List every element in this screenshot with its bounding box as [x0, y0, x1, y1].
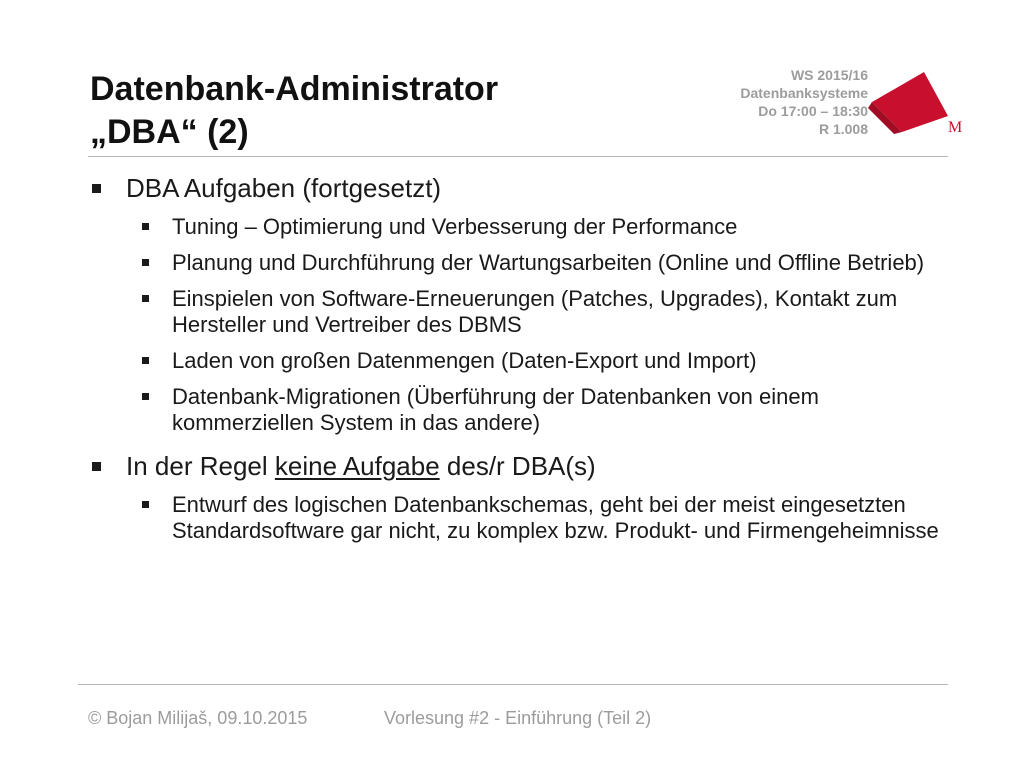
bullet-text: Tuning – Optimierung und Verbesserung der Performance [172, 214, 738, 239]
bullet-level2-item [86, 286, 946, 338]
bullet-level2-item [86, 348, 946, 374]
course-time: Do 17:00 – 18:30 [758, 103, 868, 119]
university-logo [862, 72, 966, 138]
bullet-text: Planung und Durchführung der Wartungsarbeiten (Online und Offline Betrieb) [172, 250, 925, 275]
slide-title [90, 68, 498, 154]
header-divider [88, 156, 948, 157]
bullet-level2-item [86, 384, 946, 436]
bullet-text: Einspielen von Software-Erneuerungen (Patches, Upgrades), Kontakt zum Hersteller und Vertreiber des DBMS [172, 286, 898, 337]
logo-letter: M [948, 119, 963, 136]
title-line-1: Datenbank-Administrator [90, 70, 499, 108]
square-bullet-icon [142, 259, 149, 266]
slide-content [86, 172, 946, 544]
title-line-2: „DBA“ (2) [90, 113, 249, 151]
bullet-text: Entwurf des logischen Datenbankschemas, geht bei der meist eingesetzten Standardsoftware gar nicht, zu komplex bzw. Produkt- und Firmengeheimnisse [172, 492, 939, 543]
square-bullet-icon [142, 357, 149, 364]
bullet-text-prefix: In der Regel [126, 451, 275, 481]
bullet-level2-item [86, 250, 946, 276]
bullet-level1-not-dba-tasks [86, 450, 946, 482]
bullet-text: Datenbank-Migrationen (Überführung der Datenbanken von einem kommerziellen System in das andere) [172, 384, 819, 435]
square-bullet-icon [92, 184, 101, 193]
bullet-text: DBA Aufgaben (fortgesetzt) [126, 173, 442, 203]
bullet-level2-item [86, 214, 946, 240]
bullet-level1-dba-tasks [86, 172, 946, 204]
course-semester: WS 2015/16 [790, 67, 868, 83]
course-room: R 1.008 [818, 121, 868, 137]
square-bullet-icon [142, 295, 149, 302]
course-info [740, 66, 868, 138]
square-bullet-icon [142, 223, 149, 230]
footer-author: © Bojan Milijaš, 09.10.2015 [88, 708, 308, 728]
bullet-level2-item [86, 492, 946, 544]
footer-divider [78, 684, 948, 685]
bullet-text: Laden von großen Datenmengen (Daten-Export und Import) [172, 348, 757, 373]
footer-lecture: Vorlesung #2 - Einführung (Teil 2) [384, 708, 652, 728]
course-name: Datenbanksysteme [740, 85, 868, 101]
square-bullet-icon [142, 501, 149, 508]
underlined-emphasis: keine Aufgabe [274, 451, 440, 481]
square-bullet-icon [92, 462, 101, 471]
square-bullet-icon [142, 393, 149, 400]
bullet-text-suffix: des/r DBA(s) [439, 451, 596, 481]
